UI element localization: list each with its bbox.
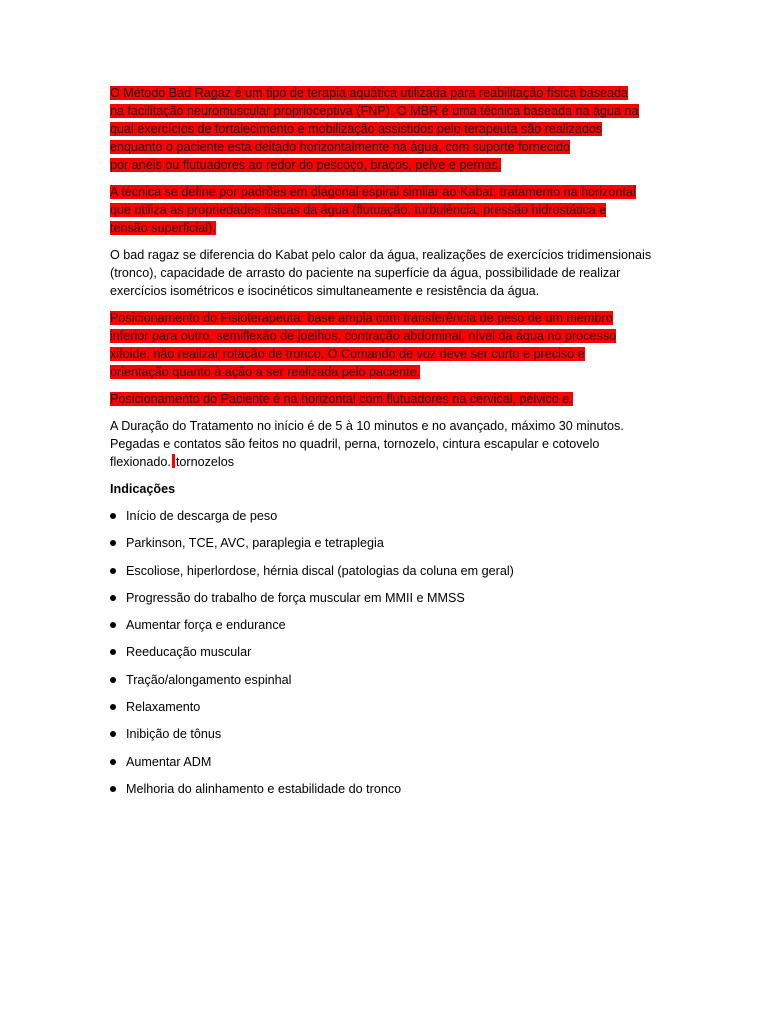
text-line-with-cursor bbox=[110, 453, 658, 471]
list-item-text: Melhoria do alinhamento e estabilidade do tronco bbox=[126, 781, 402, 796]
bullet-icon bbox=[110, 704, 116, 710]
highlighted-text-line: na facilitação neuromuscular proprioceptiva (FNP). O MBR é uma técnica baseada na água na bbox=[110, 104, 639, 118]
highlighted-text-line: A técnica se define por padrões em diagonal espiral similar ao Kabat, tratamento na horizontal bbox=[110, 185, 636, 199]
bullet-icon bbox=[110, 568, 116, 574]
list-item-text: Reeducação muscular bbox=[126, 645, 252, 660]
list-item bbox=[110, 671, 658, 689]
list-item bbox=[110, 780, 658, 798]
list-item bbox=[110, 507, 658, 525]
list-item-text: Aumentar força e endurance bbox=[126, 618, 286, 633]
list-item-text: Escoliose, hiperlordose, hérnia discal (patologias da coluna em geral) bbox=[126, 563, 514, 578]
highlighted-text-line: Posicionamento do Fisioterapeuta: base ampla com transferência de peso de um membro bbox=[110, 311, 613, 325]
bullet-icon bbox=[110, 513, 116, 519]
list-item-text: Progressão do trabalho de força muscular em MMII e MMSS bbox=[126, 590, 465, 605]
list-item bbox=[110, 725, 658, 743]
text-line: A Duração do Tratamento no início é de 5 à 10 minutos e no avançado, máximo 30 minutos. bbox=[110, 419, 624, 433]
list-item bbox=[110, 753, 658, 771]
highlighted-text-line: que utiliza as propriedades físicas da água (flutuação, turbulência, pressão hidrostática e bbox=[110, 203, 607, 217]
text-line: (tronco), capacidade de arrasto do paciente na superfície da água, possibilidade de realizar bbox=[110, 266, 621, 280]
text-cursor-marker bbox=[172, 454, 175, 468]
highlighted-text-line: tensão superficial). bbox=[110, 221, 216, 235]
list-item-text: Inibição de tônus bbox=[126, 727, 222, 742]
list-item-text: Parkinson, TCE, AVC, paraplegia e tetraplegia bbox=[126, 536, 384, 551]
list-item bbox=[110, 698, 658, 716]
paragraph-mbr-definition bbox=[110, 84, 658, 174]
list-item-text: Início de descarga de peso bbox=[126, 509, 278, 523]
bullet-icon bbox=[110, 759, 116, 765]
text-fragment: tornozelos bbox=[175, 455, 235, 469]
list-item bbox=[110, 589, 658, 607]
text-fragment: flexionado. bbox=[110, 455, 171, 469]
highlighted-text-line: qual exercícios de fortalecimento e mobilização assistidos pelo terapeuta são realizados bbox=[110, 122, 603, 136]
highlighted-text-line: O Método Bad Ragaz é um tipo de terapia aquática utilizada para reabilitação física baseada bbox=[110, 86, 629, 100]
highlighted-text-line: orientação quanto à ação a ser realizada pelo paciente. bbox=[110, 365, 421, 379]
highlighted-text-line: por anéis ou flutuadores ao redor do pescoço, braços, pelve e pernas. bbox=[110, 158, 502, 172]
list-item-text: Relaxamento bbox=[126, 700, 201, 715]
bullet-icon bbox=[110, 649, 116, 655]
highlighted-text-line: inferior para outro, semiflexão de joelhos, contração abdominal, nível da água no processo bbox=[110, 329, 617, 343]
paragraph-patient-position bbox=[110, 390, 658, 408]
text-line: exercícios isométricos e isocinéticos simultaneamente e resistência da água. bbox=[110, 284, 540, 298]
list-item bbox=[110, 643, 658, 661]
bullet-icon bbox=[110, 595, 116, 601]
highlighted-text-line: Posicionamento do Paciente é na horizontal com flutuadores na cervical, pélvico e. bbox=[110, 392, 573, 406]
list-item bbox=[110, 534, 658, 552]
bullet-icon bbox=[110, 677, 116, 683]
document-page bbox=[110, 84, 658, 807]
paragraph-therapist-position bbox=[110, 309, 658, 381]
list-item-text: Tração/alongamento espinhal bbox=[126, 672, 292, 687]
list-item bbox=[110, 562, 658, 580]
indications-list bbox=[110, 507, 658, 798]
paragraph-technique bbox=[110, 183, 658, 237]
indications-heading: Indicações bbox=[110, 482, 176, 496]
paragraph-differences bbox=[110, 246, 658, 300]
highlighted-text-line: xifoide, não realizar rotação de tronco. O Comando de voz deve ser curto e preciso e bbox=[110, 347, 585, 361]
bullet-icon bbox=[110, 622, 116, 628]
text-line: Pegadas e contatos são feitos no quadril, perna, tornozelo, cintura escapular e cotovelo bbox=[110, 437, 600, 451]
text-line: O bad ragaz se diferencia do Kabat pelo calor da água, realizações de exercícios tridimensionais bbox=[110, 248, 652, 262]
paragraph-duration bbox=[110, 417, 658, 471]
bullet-icon bbox=[110, 731, 116, 737]
highlighted-text-line: enquanto o paciente está deitado horizontalmente na água, com suporte fornecido bbox=[110, 140, 570, 154]
list-item bbox=[110, 616, 658, 634]
bullet-icon bbox=[110, 786, 116, 792]
list-item-text: Aumentar ADM bbox=[126, 754, 212, 769]
bullet-icon bbox=[110, 540, 116, 546]
